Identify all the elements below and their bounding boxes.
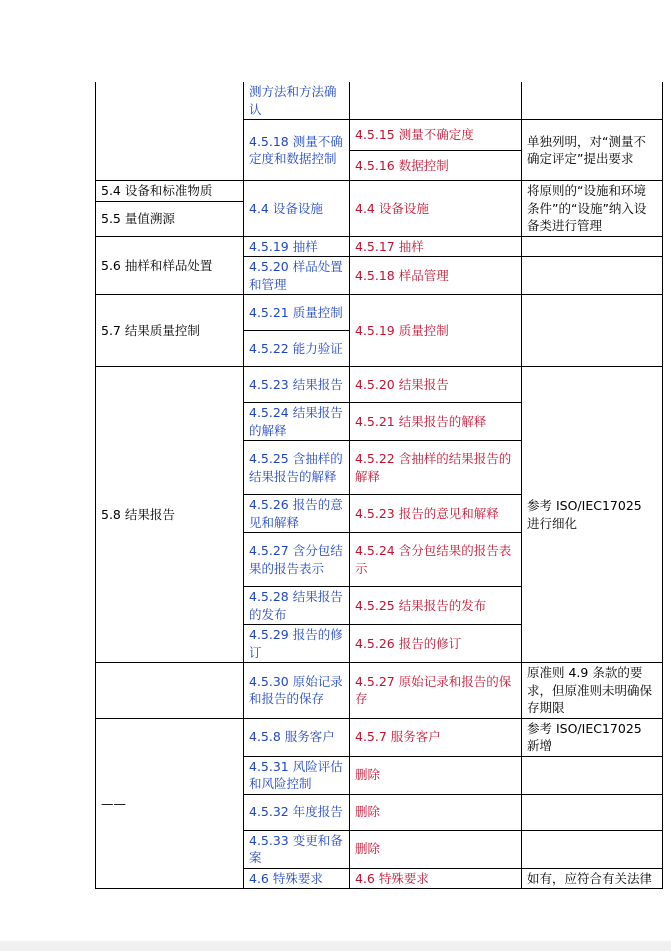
cell-col3: 删除 — [350, 756, 522, 794]
cell-col1: 5.8 结果报告 — [96, 367, 244, 663]
cell-col3: 4.5.21 结果报告的解释 — [350, 403, 522, 441]
cell-col1: 5.7 结果质量控制 — [96, 295, 244, 367]
cell-col4 — [522, 295, 663, 367]
cell-col4 — [522, 794, 663, 830]
table-row — [96, 236, 663, 257]
table-row — [96, 295, 663, 331]
cell-col1: 5.4 设备和标准物质 — [96, 181, 244, 202]
cell-col2: 4.5.21 质量控制 — [244, 295, 350, 331]
cell-col1: 5.5 量值溯源 — [96, 201, 244, 236]
cell-col2: 4.5.23 结果报告 — [244, 367, 350, 403]
table-row — [96, 82, 663, 120]
cell-col2: 4.5.32 年度报告 — [244, 794, 350, 830]
cell-col2: 4.5.24 结果报告的解释 — [244, 403, 350, 441]
cell-col2: 4.5.27 含分包结果的报告表示 — [244, 533, 350, 587]
cell-col3: 删除 — [350, 830, 522, 868]
cell-col3: 4.5.18 样品管理 — [350, 257, 522, 295]
cell-col4: 原准则 4.9 条款的要求，但原准则未明确保存期限 — [522, 663, 663, 719]
cell-col3: 4.5.7 服务客户 — [350, 718, 522, 756]
cell-col3: 4.5.17 抽样 — [350, 236, 522, 257]
cell-col4 — [522, 830, 663, 868]
cell-col2: 4.5.31 风险评估和风险控制 — [244, 756, 350, 794]
cell-col3: 4.6 特殊要求 — [350, 868, 522, 889]
cell-col4: 将原则的“设施和环境条件”的“设施”纳入设备类进行管理 — [522, 181, 663, 237]
cell-col3: 4.5.19 质量控制 — [350, 295, 522, 367]
cell-col3: 4.5.27 原始记录和报告的保存 — [350, 663, 522, 719]
cell-col2: 4.5.33 变更和备案 — [244, 830, 350, 868]
cell-col1: 5.6 抽样和样品处置 — [96, 236, 244, 295]
table-row — [96, 181, 663, 202]
page-bottom-edge — [0, 941, 671, 951]
cell-col3: 删除 — [350, 794, 522, 830]
cell-col1 — [96, 663, 244, 719]
cell-col2: 4.5.19 抽样 — [244, 236, 350, 257]
cell-col2: 4.4 设备设施 — [244, 181, 350, 237]
table-row — [96, 718, 663, 756]
cell-col4 — [522, 236, 663, 257]
cell-col4 — [522, 82, 663, 120]
cell-col2: 4.5.25 含抽样的结果报告的解释 — [244, 441, 350, 495]
cell-col3: 4.5.15 测量不确定度 — [350, 120, 522, 151]
comparison-table — [95, 82, 663, 889]
cell-col3: 4.5.16 数据控制 — [350, 151, 522, 181]
cell-col3: 4.5.24 含分包结果的报告表示 — [350, 533, 522, 587]
cell-col3: 4.4 设备设施 — [350, 181, 522, 237]
cell-col3: 4.5.23 报告的意见和解释 — [350, 495, 522, 533]
cell-col3: 4.5.25 结果报告的发布 — [350, 587, 522, 625]
cell-col3 — [350, 82, 522, 120]
cell-col2: 4.5.18 测量不确定度和数据控制 — [244, 120, 350, 181]
cell-col2: 测方法和方法确认 — [244, 82, 350, 120]
cell-col4: 如有，应符合有关法律 — [522, 868, 663, 889]
cell-col2: 4.5.28 结果报告的发布 — [244, 587, 350, 625]
table-row — [96, 663, 663, 719]
table-row — [96, 367, 663, 403]
cell-col3: 4.5.20 结果报告 — [350, 367, 522, 403]
cell-col4 — [522, 756, 663, 794]
cell-col3: 4.5.22 含抽样的结果报告的解释 — [350, 441, 522, 495]
cell-col2: 4.5.8 服务客户 — [244, 718, 350, 756]
cell-col2: 4.5.22 能力验证 — [244, 331, 350, 367]
cell-col2: 4.5.20 样品处置和管理 — [244, 257, 350, 295]
cell-col3: 4.5.26 报告的修订 — [350, 625, 522, 663]
cell-col4 — [522, 257, 663, 295]
cell-col1: —— — [96, 718, 244, 889]
cell-col2: 4.5.30 原始记录和报告的保存 — [244, 663, 350, 719]
cell-col4: 参考 ISO/IEC17025 进行细化 — [522, 367, 663, 663]
cell-col4: 单独列明，对“测量不确定评定”提出要求 — [522, 120, 663, 181]
cell-col2: 4.5.29 报告的修订 — [244, 625, 350, 663]
cell-col1 — [96, 82, 244, 181]
cell-col4: 参考 ISO/IEC17025 新增 — [522, 718, 663, 756]
cell-col2: 4.5.26 报告的意见和解释 — [244, 495, 350, 533]
cell-col2: 4.6 特殊要求 — [244, 868, 350, 889]
